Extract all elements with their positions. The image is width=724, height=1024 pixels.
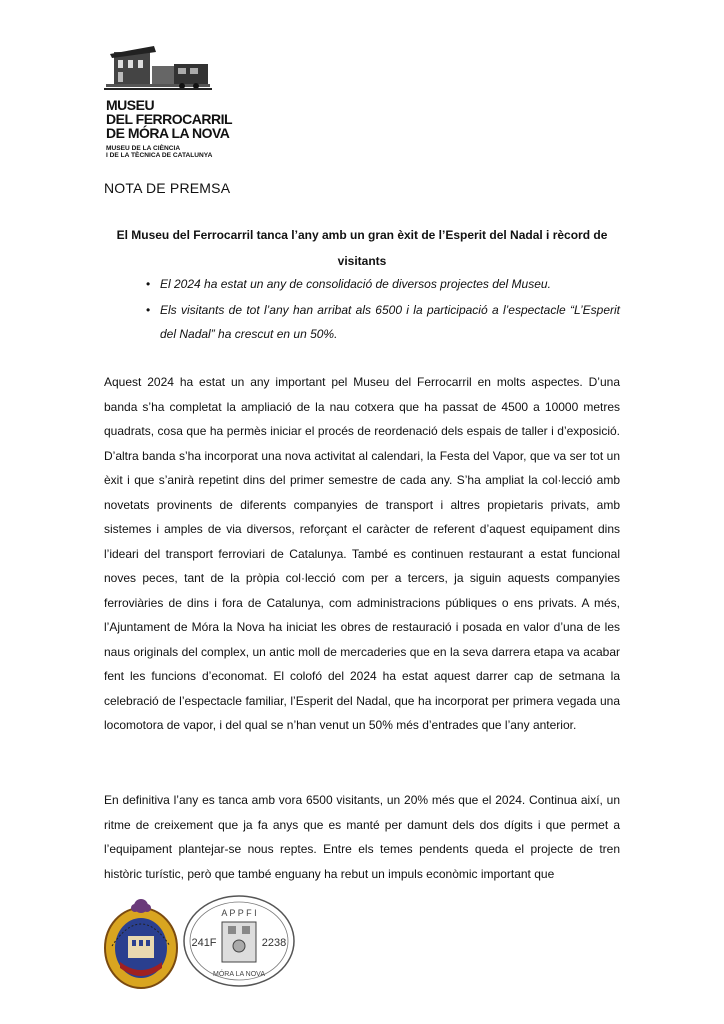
body-paragraph: Aquest 2024 ha estat un any important pel Museu del Ferrocarril en molts aspectes. D’una banda s’ha completat la ampliació de la nau cotxera que ha passat de 4500 a 10000 metres quadrats, cosa que ha permès iniciar el procés de reordenació dels espais de taller i d’exposició. D’altra banda s’ha incorporat una nova activitat al calendari, la Festa del Vapor, que va ser tot un èxit i que s’anirà repetint dins del primer semestre de cada any. S’ha ampliat la col·lecció amb novetats provinents de diferents companyies de transport i altres propietaris privats, amb sistemes i amples de via diversos, reforçant el caràcter de referent d’aquest equipament dins l’ideari del transport ferroviari de Catalunya. També es continuen restaurant a estat funcional noves peces, tant de la pròpia col·lecció com per a tercers, ja siguin aquests companyies ferroviàries de dins i fora de Catalunya, com administracions públiques o ens privats. A més, l’Ajuntament de Móra la Nova ha iniciat les obres de restauració i posada en valor d’una de les naus originals del complex, un antic moll de mercaderies que en la seva darrera etapa va acabar fent les funcions d’economat. El colofó del 2024 ha estat aquest darrer cap de setmana la celebració de l’espectacle familiar, l’Esperit del Nadal, que ha incorporat per primera vegada una locomotora de vapor, i del qual se n’han venut un 50% més d’entrades que l’any anterior. <box>104 375 620 732</box>
loco-number-right: 2238 <box>261 937 287 949</box>
station-photo-icon <box>104 44 212 94</box>
bullet-icon: • <box>146 303 151 317</box>
bullet-icon: • <box>146 277 151 291</box>
seal-text: AJUNTAMENT DE LA VILA DE MÓRA LA NOVA <box>102 896 124 897</box>
appfi-letters: A P P F I <box>221 908 257 918</box>
logo-line-1: MUSEU <box>106 97 155 113</box>
summary-bullets <box>104 272 620 348</box>
museum-logo <box>104 44 233 164</box>
logo-line-4: MUSEU DE LA CIÈNCIA <box>106 145 181 152</box>
headline: El Museu del Ferrocarril tanca l’any amb un gran èxit de l’Esperit del Nadal i rècord de visitants <box>116 228 608 268</box>
appfi-bottom-text: MÓRA LA NOVA <box>213 971 265 978</box>
appfi-logo-icon <box>182 894 296 988</box>
logo-line-2: DEL FERROCARRIL <box>106 111 233 127</box>
bullet-item <box>104 272 620 296</box>
town-seal-icon <box>102 896 180 992</box>
press-release-label: NOTA DE PREMSA <box>104 180 231 196</box>
body-paragraph: En definitiva l’any es tanca amb vora 6500 visitants, un 20% més que el 2024. Continua així, un ritme de creixement que ja fa anys que es manté per damunt dels dos dígits i que permet a l’equipament plantejar-se nous reptes. Entre els temes pendents queda el projecte de tren històric turístic, però que també enguany ha rebut un impuls econòmic important que <box>104 793 620 881</box>
logo-line-3: DE MÓRA LA NOVA <box>106 125 230 141</box>
loco-number-left: 241F <box>191 937 217 949</box>
bullet-item <box>104 298 620 346</box>
bullet-text: El 2024 ha estat un any de consolidació de diversos projectes del Museu. <box>160 277 551 291</box>
bullet-text: Els visitants de tot l’any han arribat als 6500 i la participació a l’espectacle “L’Esperit del Nadal” ha crescut en un 50%. <box>160 303 620 341</box>
logo-line-5: I DE LA TÈCNICA DE CATALUNYA <box>106 152 213 159</box>
